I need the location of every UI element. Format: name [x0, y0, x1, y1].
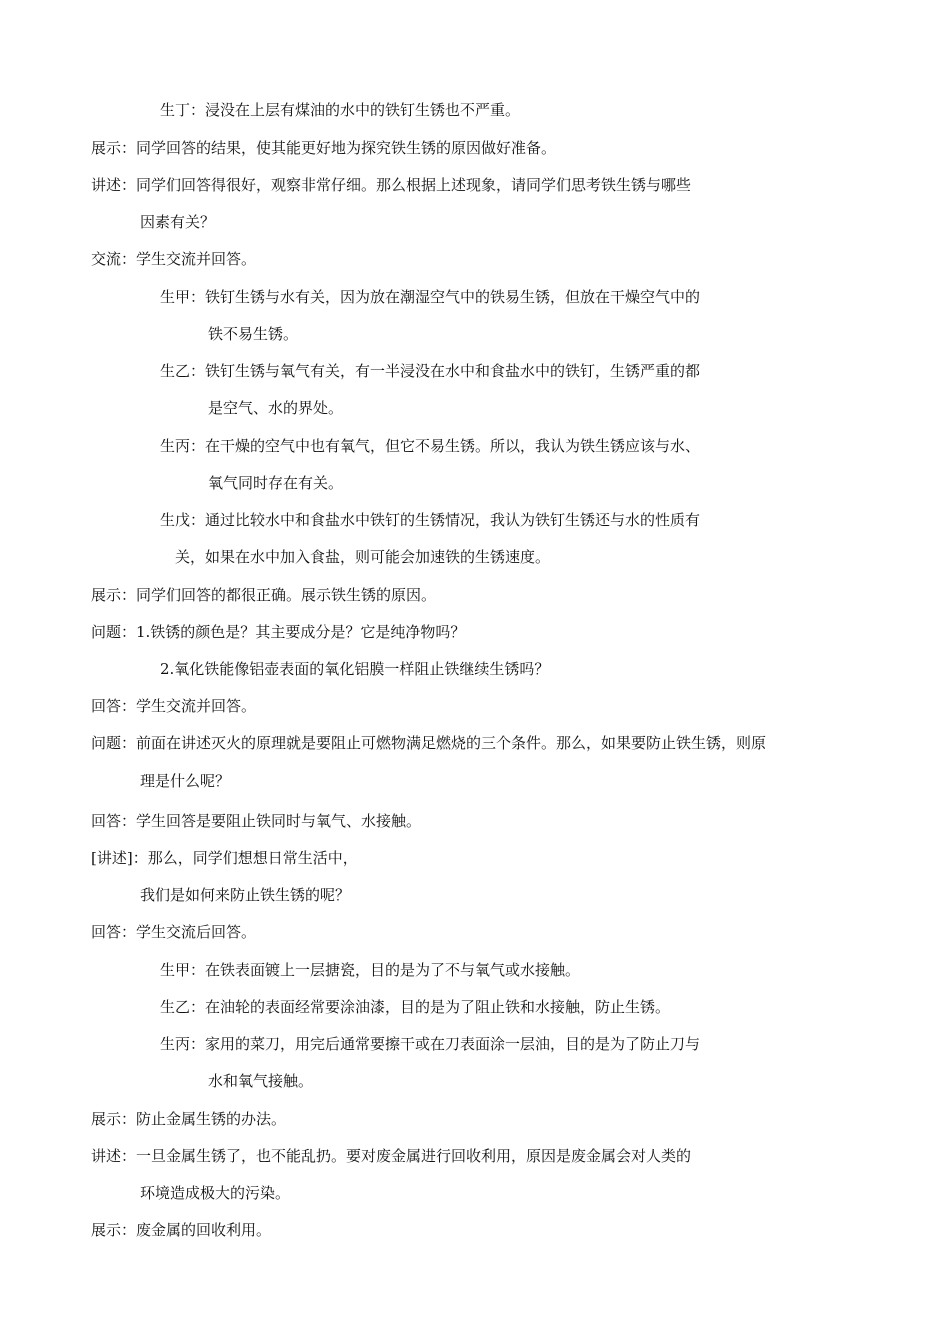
text-line: 展示：同学们回答的都很正确。展示铁生锈的原因。: [91, 586, 437, 604]
text-line: 水和氧气接触。: [208, 1072, 314, 1090]
text-line: [讲述]：那么，同学们想想日常生活中，: [91, 849, 358, 867]
text-line: 生甲：铁钉生锈与水有关，因为放在潮湿空气中的铁易生锈，但放在干燥空气中的: [160, 288, 701, 306]
text-line: 因素有关？: [140, 213, 216, 231]
text-line: 铁不易生锈。: [208, 325, 299, 343]
text-line: 回答：学生交流后回答。: [91, 923, 257, 941]
text-line: 展示：防止金属生锈的办法。: [91, 1110, 287, 1128]
text-line: 展示：废金属的回收利用。: [91, 1221, 272, 1239]
text-line: 生丙：家用的菜刀，用完后通常要擦干或在刀表面涂一层油，目的是为了防止刀与: [160, 1035, 701, 1053]
text-line: 问题：前面在讲述灭火的原理就是要阻止可燃物满足燃烧的三个条件。那么，如果要防止铁生锈，则原: [91, 734, 767, 752]
text-line: 氧气同时存在有关。: [208, 474, 344, 492]
text-line: 讲述：一旦金属生锈了，也不能乱扔。要对废金属进行回收利用，原因是废金属会对人类的: [91, 1147, 692, 1165]
text-line: 2.氧化铁能像铝壶表面的氧化铝膜一样阻止铁继续生锈吗？: [160, 660, 550, 678]
text-line: 回答：学生回答是要阻止铁同时与氧气、水接触。: [91, 812, 422, 830]
text-line: 讲述：同学们回答得很好，观察非常仔细。那么根据上述现象，请同学们思考铁生锈与哪些: [91, 176, 692, 194]
text-line: 生甲：在铁表面镀上一层搪瓷，目的是为了不与氧气或水接触。: [160, 961, 581, 979]
text-line: 环境造成极大的污染。: [140, 1184, 291, 1202]
text-line: 展示：同学回答的结果，使其能更好地为探究铁生锈的原因做好准备。: [91, 139, 557, 157]
text-line: 理是什么呢？: [140, 772, 231, 790]
text-line: 生戊：通过比较水中和食盐水中铁钉的生锈情况，我认为铁钉生锈还与水的性质有: [160, 511, 701, 529]
text-line: 生乙：在油轮的表面经常要涂油漆，目的是为了阻止铁和水接触，防止生锈。: [160, 998, 671, 1016]
text-line: 关，如果在水中加入食盐，则可能会加速铁的生锈速度。: [175, 548, 551, 566]
text-line: 我们是如何来防止铁生锈的呢？: [140, 886, 351, 904]
text-line: 问题：1.铁锈的颜色是？其主要成分是？它是纯净物吗？: [91, 623, 466, 641]
text-line: 生乙：铁钉生锈与氧气有关，有一半浸没在水中和食盐水中的铁钉，生锈严重的都: [160, 362, 701, 380]
text-line: 生丙：在干燥的空气中也有氧气，但它不易生锈。所以，我认为铁生锈应该与水、: [160, 437, 701, 455]
text-line: 交流：学生交流并回答。: [91, 250, 257, 268]
text-line: 是空气、水的界处。: [208, 399, 344, 417]
text-line: 回答：学生交流并回答。: [91, 697, 257, 715]
text-line: 生丁：浸没在上层有煤油的水中的铁钉生锈也不严重。: [160, 101, 521, 119]
